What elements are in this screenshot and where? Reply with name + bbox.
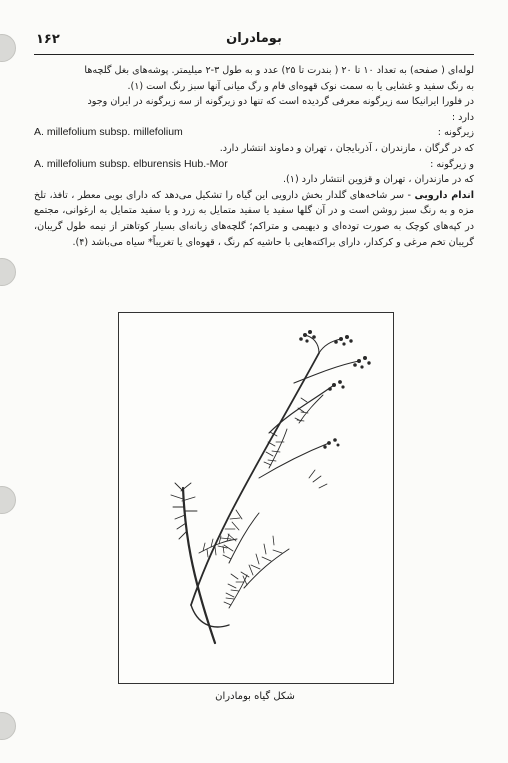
- branch: [294, 361, 359, 383]
- text-line: در فلورا ایرانیکا سه زیرگونه معرفی گردیده است که تنها دو زیرگونه از سه زیرگونه در ایران وجود: [87, 96, 474, 108]
- subspecies-row: [34, 157, 474, 173]
- page-number: ۱۶۲: [36, 32, 60, 47]
- page-header: [34, 30, 474, 55]
- leaf-rachis: [229, 513, 259, 563]
- leaf: [218, 510, 242, 559]
- binder-hole: [0, 486, 16, 514]
- leaf-rachis: [269, 429, 287, 468]
- text-line: دارد :: [451, 111, 474, 123]
- text-line: لوله‌ای ( صفحه) به تعداد ۱۰ تا ۲۰ ( بندرت تا ۲۵) عدد و به طول ۳-۲ میلیمتر. پوشه‌های بغل گلچه‌ها: [84, 65, 474, 76]
- section-heading: اندام دارویی: [414, 189, 475, 201]
- binder-hole: [0, 258, 16, 286]
- body-text: [34, 63, 474, 250]
- stem-base: [191, 605, 229, 627]
- branch: [319, 339, 341, 353]
- yarrow-plant-drawing: [119, 313, 393, 683]
- binder-hole: [0, 34, 16, 62]
- flower-clusters: [299, 330, 371, 449]
- leaf: [309, 470, 327, 488]
- distribution-line: که در مازندران ، تهران و قزوین انتشار دارد (۱).: [282, 174, 474, 186]
- paragraph-text: - سر شاخه‌های گلدار بخش دارویی این گیاه را تشکیل می‌دهد که دارای بویی معطر ، تافذ، تلخ مزه و به رنگ سبز روشن است و در آن گلها سفید یا سفید متمایل به زرد و یا سفید متمایل به ارغوانی، مجتمع در کپه‌های کوچک به صورت توده‌ای و دیهیمی و متراکم؛ گلچه‌های زبانه‌ای بسیار کوتاهتر از نیمه طول گریبان، گریبان تخم مرغی و کرکدار، دارای براکته‌هایی با حاشیه کم رنگ ، قهوه‌ای یا تغریباً* سیاه می‌باشد (۴).: [34, 189, 474, 248]
- subspecies-latin-name: A. millefolium subsp. millefolium: [34, 126, 183, 139]
- running-title: بومادران: [226, 31, 282, 46]
- subspecies-label: و زیرگونه :: [430, 158, 474, 170]
- distribution-line: که در گرگان ، مازندران ، آذربایجان ، تهران و دماوند انتشار دارد.: [219, 142, 474, 154]
- leaf-rachis: [229, 575, 247, 608]
- subspecies-label: زیرگونه :: [437, 127, 474, 139]
- binder-hole: [0, 712, 16, 740]
- text-line: به رنگ سفید و غشایی یا به سمت نوک قهوه‌ای فام و رگ میانی آنها سبز رنگ است (۱).: [127, 80, 474, 92]
- leaf: [264, 432, 284, 465]
- subspecies-latin-name: A. millefolium subsp. elburensis Hub.-Mor: [34, 157, 228, 170]
- leaf: [295, 398, 308, 421]
- figure-caption: شکل گیاه بومادران: [215, 691, 295, 702]
- plant-illustration-frame: [118, 312, 394, 684]
- subspecies-row: [34, 125, 474, 141]
- leaf: [241, 536, 282, 585]
- branch: [305, 335, 319, 353]
- medicinal-part-paragraph: [34, 188, 474, 250]
